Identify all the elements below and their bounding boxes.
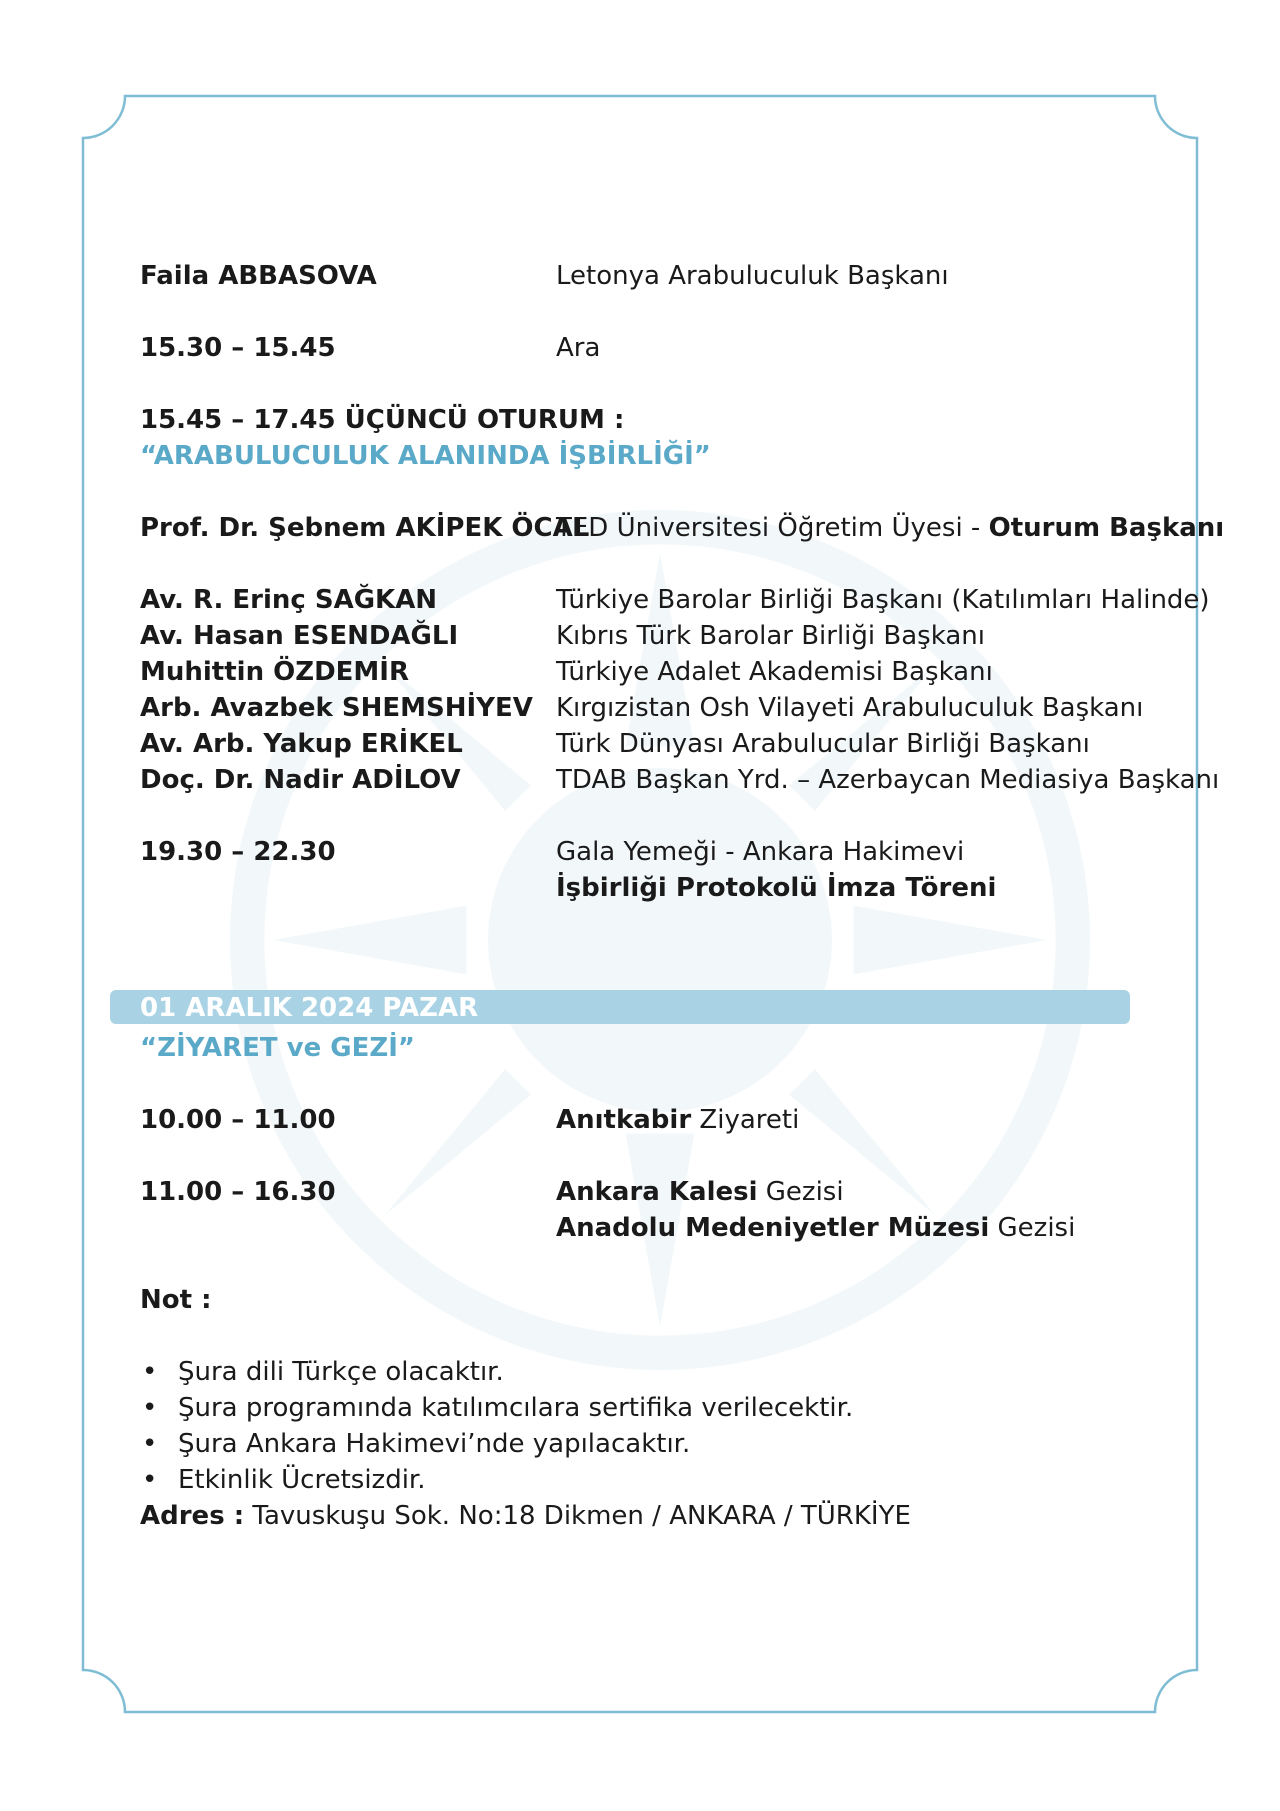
bullet-icon: • xyxy=(142,1429,158,1459)
time-slot: 11.00 – 16.30 xyxy=(140,1177,336,1207)
list-item: • Şura programında katılımcılara sertifika verilecektir. xyxy=(140,1390,911,1426)
speaker-role: Kırgızistan Osh Vilayeti Arabuluculuk Başkanı xyxy=(556,693,1144,723)
visit-description: Ankara Kalesi Gezisi Anadolu Medeniyetler Müzesi Gezisi xyxy=(556,1177,1076,1243)
speaker-name: Av. R. Erinç SAĞKAN xyxy=(140,585,438,615)
day-header-text: 01 ARALIK 2024 PAZAR xyxy=(140,993,479,1023)
visit-row xyxy=(140,1174,1180,1246)
speaker-name: Faila ABBASOVA xyxy=(140,261,377,291)
notes-title: Not : xyxy=(140,1285,212,1315)
speaker-name: Doç. Dr. Nadir ADİLOV xyxy=(140,765,461,795)
program-row xyxy=(140,258,1180,294)
speaker-name: Arb. Avazbek SHEMSHİYEV xyxy=(140,693,533,723)
speaker-row xyxy=(140,690,1180,726)
address-line: Adres : Tavuskuşu Sok. No:18 Dikmen / ANKARA / TÜRKİYE xyxy=(140,1501,911,1531)
bullet-icon: • xyxy=(142,1465,158,1495)
speaker-role: Türk Dünyası Arabulucular Birliği Başkanı xyxy=(556,729,1090,759)
speaker-row xyxy=(140,654,1180,690)
gala-description xyxy=(556,834,1180,906)
notes-section xyxy=(140,1282,911,1534)
list-item: • Şura dili Türkçe olacaktır. xyxy=(140,1354,911,1390)
session-subtitle: “ARABULUCULUK ALANINDA İŞBİRLİĞİ” xyxy=(140,441,711,471)
speaker-role: Letonya Arabuluculuk Başkanı xyxy=(556,261,949,291)
list-item: • Şura Ankara Hakimevi’nde yapılacaktır. xyxy=(140,1426,911,1462)
speaker-row xyxy=(140,618,1180,654)
speaker-row xyxy=(140,762,1220,798)
speaker-role: Türkiye Adalet Akademisi Başkanı xyxy=(556,657,993,687)
program-content xyxy=(140,258,1225,1246)
speaker-name: Muhittin ÖZDEMİR xyxy=(140,657,410,687)
speaker-name: Av. Hasan ESENDAĞLI xyxy=(140,621,459,651)
chair-role: TED Üniversitesi Öğretim Üyesi - Oturum Başkanı xyxy=(556,513,1225,543)
speaker-role: TDAB Başkan Yrd. – Azerbaycan Mediasiya Başkanı xyxy=(556,765,1220,795)
visit-row xyxy=(140,1102,1180,1138)
visit-description: Anıtkabir Ziyareti xyxy=(556,1105,800,1135)
program-row xyxy=(140,330,1180,366)
time-slot: 10.00 – 11.00 xyxy=(140,1105,336,1135)
chair-row xyxy=(140,510,1225,546)
slot-description: Ara xyxy=(556,333,601,363)
speaker-row xyxy=(140,726,1180,762)
speaker-role: Türkiye Barolar Birliği Başkanı (Katılımları Halinde) xyxy=(556,585,1210,615)
chair-name: Prof. Dr. Şebnem AKİPEK ÖCAL xyxy=(140,513,590,543)
notes-list xyxy=(140,1354,911,1498)
time-slot: 15.30 – 15.45 xyxy=(140,333,336,363)
gala-line: Gala Yemeği - Ankara Hakimevi xyxy=(556,837,965,867)
bullet-icon: • xyxy=(142,1393,158,1423)
gala-row xyxy=(140,834,1180,906)
bullet-icon: • xyxy=(142,1357,158,1387)
speaker-row xyxy=(140,582,1210,618)
day-subtitle: “ZİYARET ve GEZİ” xyxy=(140,1033,415,1063)
gala-ceremony: İşbirliği Protokolü İmza Töreni xyxy=(556,873,997,903)
speaker-list xyxy=(140,582,1220,798)
time-slot: 19.30 – 22.30 xyxy=(140,837,336,867)
session-title: 15.45 – 17.45 ÜÇÜNCÜ OTURUM : xyxy=(140,405,625,435)
list-item: • Etkinlik Ücretsizdir. xyxy=(140,1462,911,1498)
speaker-role: Kıbrıs Türk Barolar Birliği Başkanı xyxy=(556,621,985,651)
speaker-name: Av. Arb. Yakup ERİKEL xyxy=(140,729,463,759)
